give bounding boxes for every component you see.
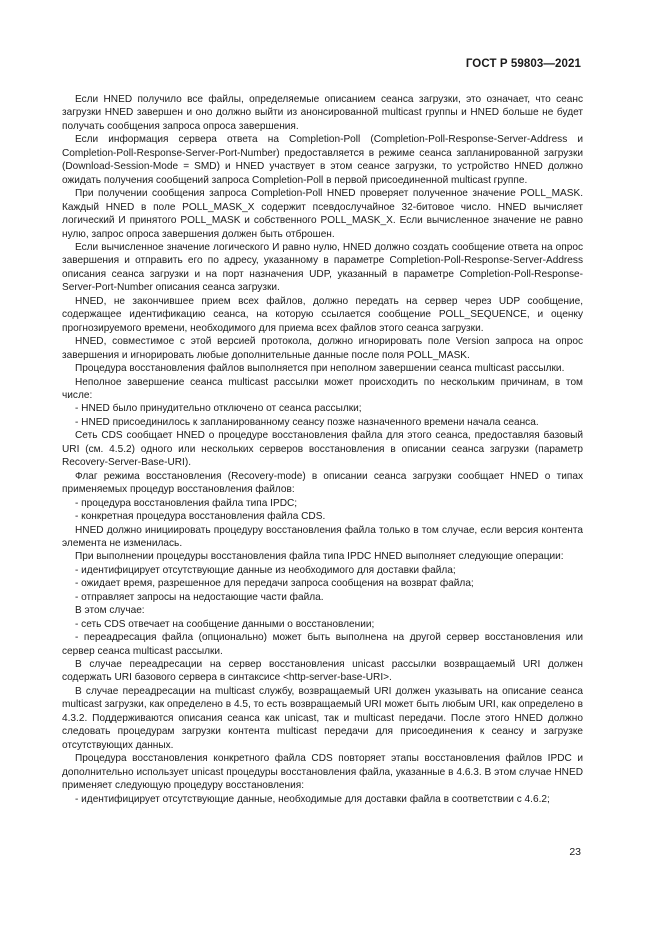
paragraph: Процедура восстановления конкретного файла CDS повторяет этапы восстановления файлов IPDC и дополнительно использует unicast процедуры восстановления файла, указанные в 4.6.3. В этом случае HNED применяет следующую процедуру восстановления:: [62, 753, 583, 792]
paragraph: Процедура восстановления файлов выполняется при неполном завершении сеанса multicast рассылки.: [75, 363, 565, 375]
standard-header: ГОСТ Р 59803—2021: [465, 58, 581, 70]
paragraph: В случае переадресации на multicast службу, возвращаемый URI должен указывать на описание сеанса multicast загрузки, как определено в 4.5, то есть возвращаемый URI может быть любым URI, как определено в 4.3.2. Поддерживаются описания сеанса как unicast, так и multicast передачи. После этого HNED должно следовать процедурам загрузки контента multicast передачи для присоединения к сеансу и загрузке отсутствующих данных.: [62, 685, 583, 751]
paragraph: - сеть CDS отвечает на сообщение данными о восстановлении;: [75, 618, 375, 630]
paragraph: Если информация сервера ответа на Completion-Poll (Completion-Poll-Response-Server-Address и Completion-Poll-Response-Server-Port-Number) предоставляется в режиме сеанса запланированной загрузки (Download-Session-Mode = SMD) и HNED участвует в этом сеансе загрузки, то устройство HNED должно ожидать получения сообщений запроса Completion-Poll в первой присоединенной multicast группе.: [62, 134, 583, 186]
paragraph: - процедура восстановления файла типа IPDC;: [75, 497, 298, 509]
paragraph: - отправляет запросы на недостающие части файла.: [75, 591, 324, 603]
paragraph: В этом случае:: [75, 605, 145, 617]
paragraph: Если вычисленное значение логического И равно нулю, HNED должно создать сообщение ответа на опрос завершения и отправить его по адресу, указанному в параметре Completion-Poll-Response-Server-Address описания сеанса загрузки и на порт назначения UDP, указанный в параметре Completion-Poll-Response-Server-Port-Number описания сеанса загрузки.: [62, 241, 583, 294]
paragraph: HNED, совместимое с этой версией протокола, должно игнорировать поле Version запроса на опрос завершения и игнорировать любые дополнительные данные после поля POLL_MASK.: [62, 336, 583, 361]
page-number: 23: [569, 846, 581, 858]
paragraph: При выполнении процедуры восстановления файла типа IPDC HNED выполняет следующие операции:: [75, 551, 564, 563]
paragraph: HNED, не закончившее прием всех файлов, должно передать на сервер через UDP сообщение, содержащее идентификацию сеанса, на которую ссылается сообщение POLL_SEQUENCE, и оценку прогнозируемого времени, необходимого для приема всех файлов этого сеанса загрузки.: [62, 295, 583, 334]
paragraph: Неполное завершение сеанса multicast рассылки может происходить по нескольким причинам, в том числе:: [62, 376, 583, 401]
paragraph: Флаг режима восстановления (Recovery-mode) в описании сеанса загрузки сообщает HNED о типах применяемых процедур восстановления файлов:: [62, 470, 583, 496]
paragraph: - идентифицирует отсутствующие данные из необходимого для доставки файла;: [75, 564, 456, 576]
paragraph: - HNED было принудительно отключено от сеанса рассылки;: [75, 403, 362, 415]
paragraph: - конкретная процедура восстановления файла CDS.: [75, 511, 326, 523]
paragraph: - переадресация файла (опционально) может быть выполнена на другой сервер восстановления или сервер сеанса multicast рассылки.: [62, 632, 583, 657]
paragraph: - идентифицирует отсутствующие данные, необходимые для доставки файла в соответствии с 4.6.2;: [75, 793, 550, 805]
paragraph: Если HNED получило все файлы, определяемые описанием сеанса загрузки, это означает, что сеанс загрузки HNED завершен и оно должно выйти из анонсированной multicast группы и HNED больше не будет получать сообщения запроса опроса завершения.: [62, 94, 583, 132]
paragraph: HNED должно инициировать процедуру восстановления файла только в том случае, если версия контента элемента не изменилась.: [62, 524, 583, 549]
paragraph: В случае переадресации на сервер восстановления unicast рассылки возвращаемый URI должен содержать URI базового сервера в синтаксисе <http-server-base-URI>.: [62, 659, 583, 684]
paragraph: - ожидает время, разрешенное для передачи запроса сообщения на возврат файла;: [75, 578, 474, 590]
body-text: [62, 93, 583, 806]
paragraph: Сеть CDS сообщает HNED о процедуре восстановления файла для этого сеанса, предоставляя базовый URI (см. 4.5.2) одного или нескольких серверов восстановления в описании сеанса загрузки (параметр Recovery-Server-Base-URI).: [62, 430, 583, 469]
paragraph: При получении сообщения запроса Completion-Poll HNED проверяет полученное значение POLL_MASK. Каждый HNED в поле POLL_MASK_X содержит псевдослучайное 32-битовое число. HNED вычисляет логический И принятого POLL_MASK и собственного POLL_MASK_X. Если вычисленное значение не равно нулю, запрос опроса завершения должен быть отброшен.: [62, 188, 583, 240]
paragraph: - HNED присоединилось к запланированному сеансу позже назначенного времени начала сеанса.: [75, 416, 539, 428]
